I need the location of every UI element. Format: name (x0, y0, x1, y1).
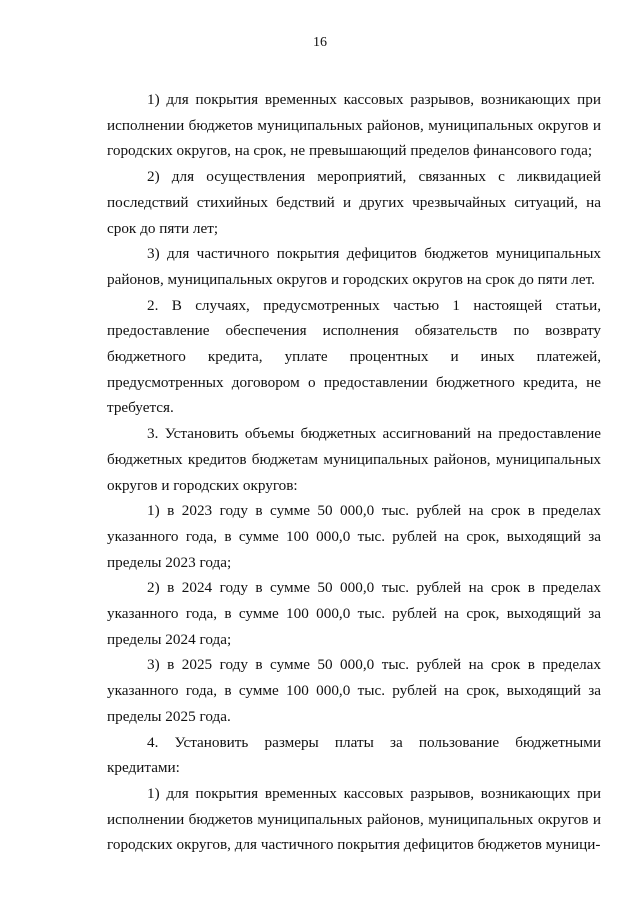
paragraph-3-3-year-2025: 3) в 2025 году в сумме 50 000,0 тыс. рублей на срок в пределах указанного года, в сумме 100 000,0 тыс. рублей на срок, выходящий за пределы 2025 года. (107, 656, 601, 725)
document-body (107, 87, 601, 858)
paragraph-4-1-fees: 1) для покрытия временных кассовых разрывов, возникающих при исполнении бюджетов муниципальных районов, муниципальных округов и городских округов, для частичного покрытия дефицитов бюджетов муници- (107, 784, 601, 854)
paragraph-3: 3. Установить объемы бюджетных ассигнований на предоставление бюджетных кредитов бюджетам муниципальных районов, муниципальных округов и городских округов: (107, 425, 601, 494)
paragraph-1-3-deficit: 3) для частичного покрытия дефицитов бюджетов муниципальных районов, муниципальных округов и городских округов на срок до пяти лет. (107, 245, 601, 288)
paragraph-1-1-short-term-gaps: 1) для покрытия временных кассовых разрывов, возникающих при исполнении бюджетов муниципальных районов, муниципальных округов и городских округов, на срок, не превышающий пределов финансового года; (107, 91, 601, 160)
paragraph-4: 4. Установить размеры платы за пользование бюджетными кредитами: (107, 733, 601, 777)
page-number: 16 (313, 35, 327, 50)
paragraph-3-1-year-2023: 1) в 2023 году в сумме 50 000,0 тыс. рублей на срок в пределах указанного года, в сумме 100 000,0 тыс. рублей на срок, выходящий за пределы 2023 года; (107, 502, 601, 571)
paragraph-1-2-emergency: 2) для осуществления мероприятий, связанных с ликвидацией последствий стихийных бедствий и других чрезвычайных ситуаций, на срок до пяти лет; (107, 168, 601, 237)
paragraph-2: 2. В случаях, предусмотренных частью 1 настоящей статьи, предоставление обеспечения исполнения обязательств по возврату бюджетного кредита, уплате процентных и иных платежей, предусмотренных договором о предоставлении бюджетного кредита, не требуется. (107, 296, 601, 417)
paragraph-3-2-year-2024: 2) в 2024 году в сумме 50 000,0 тыс. рублей на срок в пределах указанного года, в сумме 100 000,0 тыс. рублей на срок, выходящий за пределы 2024 года; (107, 579, 601, 648)
